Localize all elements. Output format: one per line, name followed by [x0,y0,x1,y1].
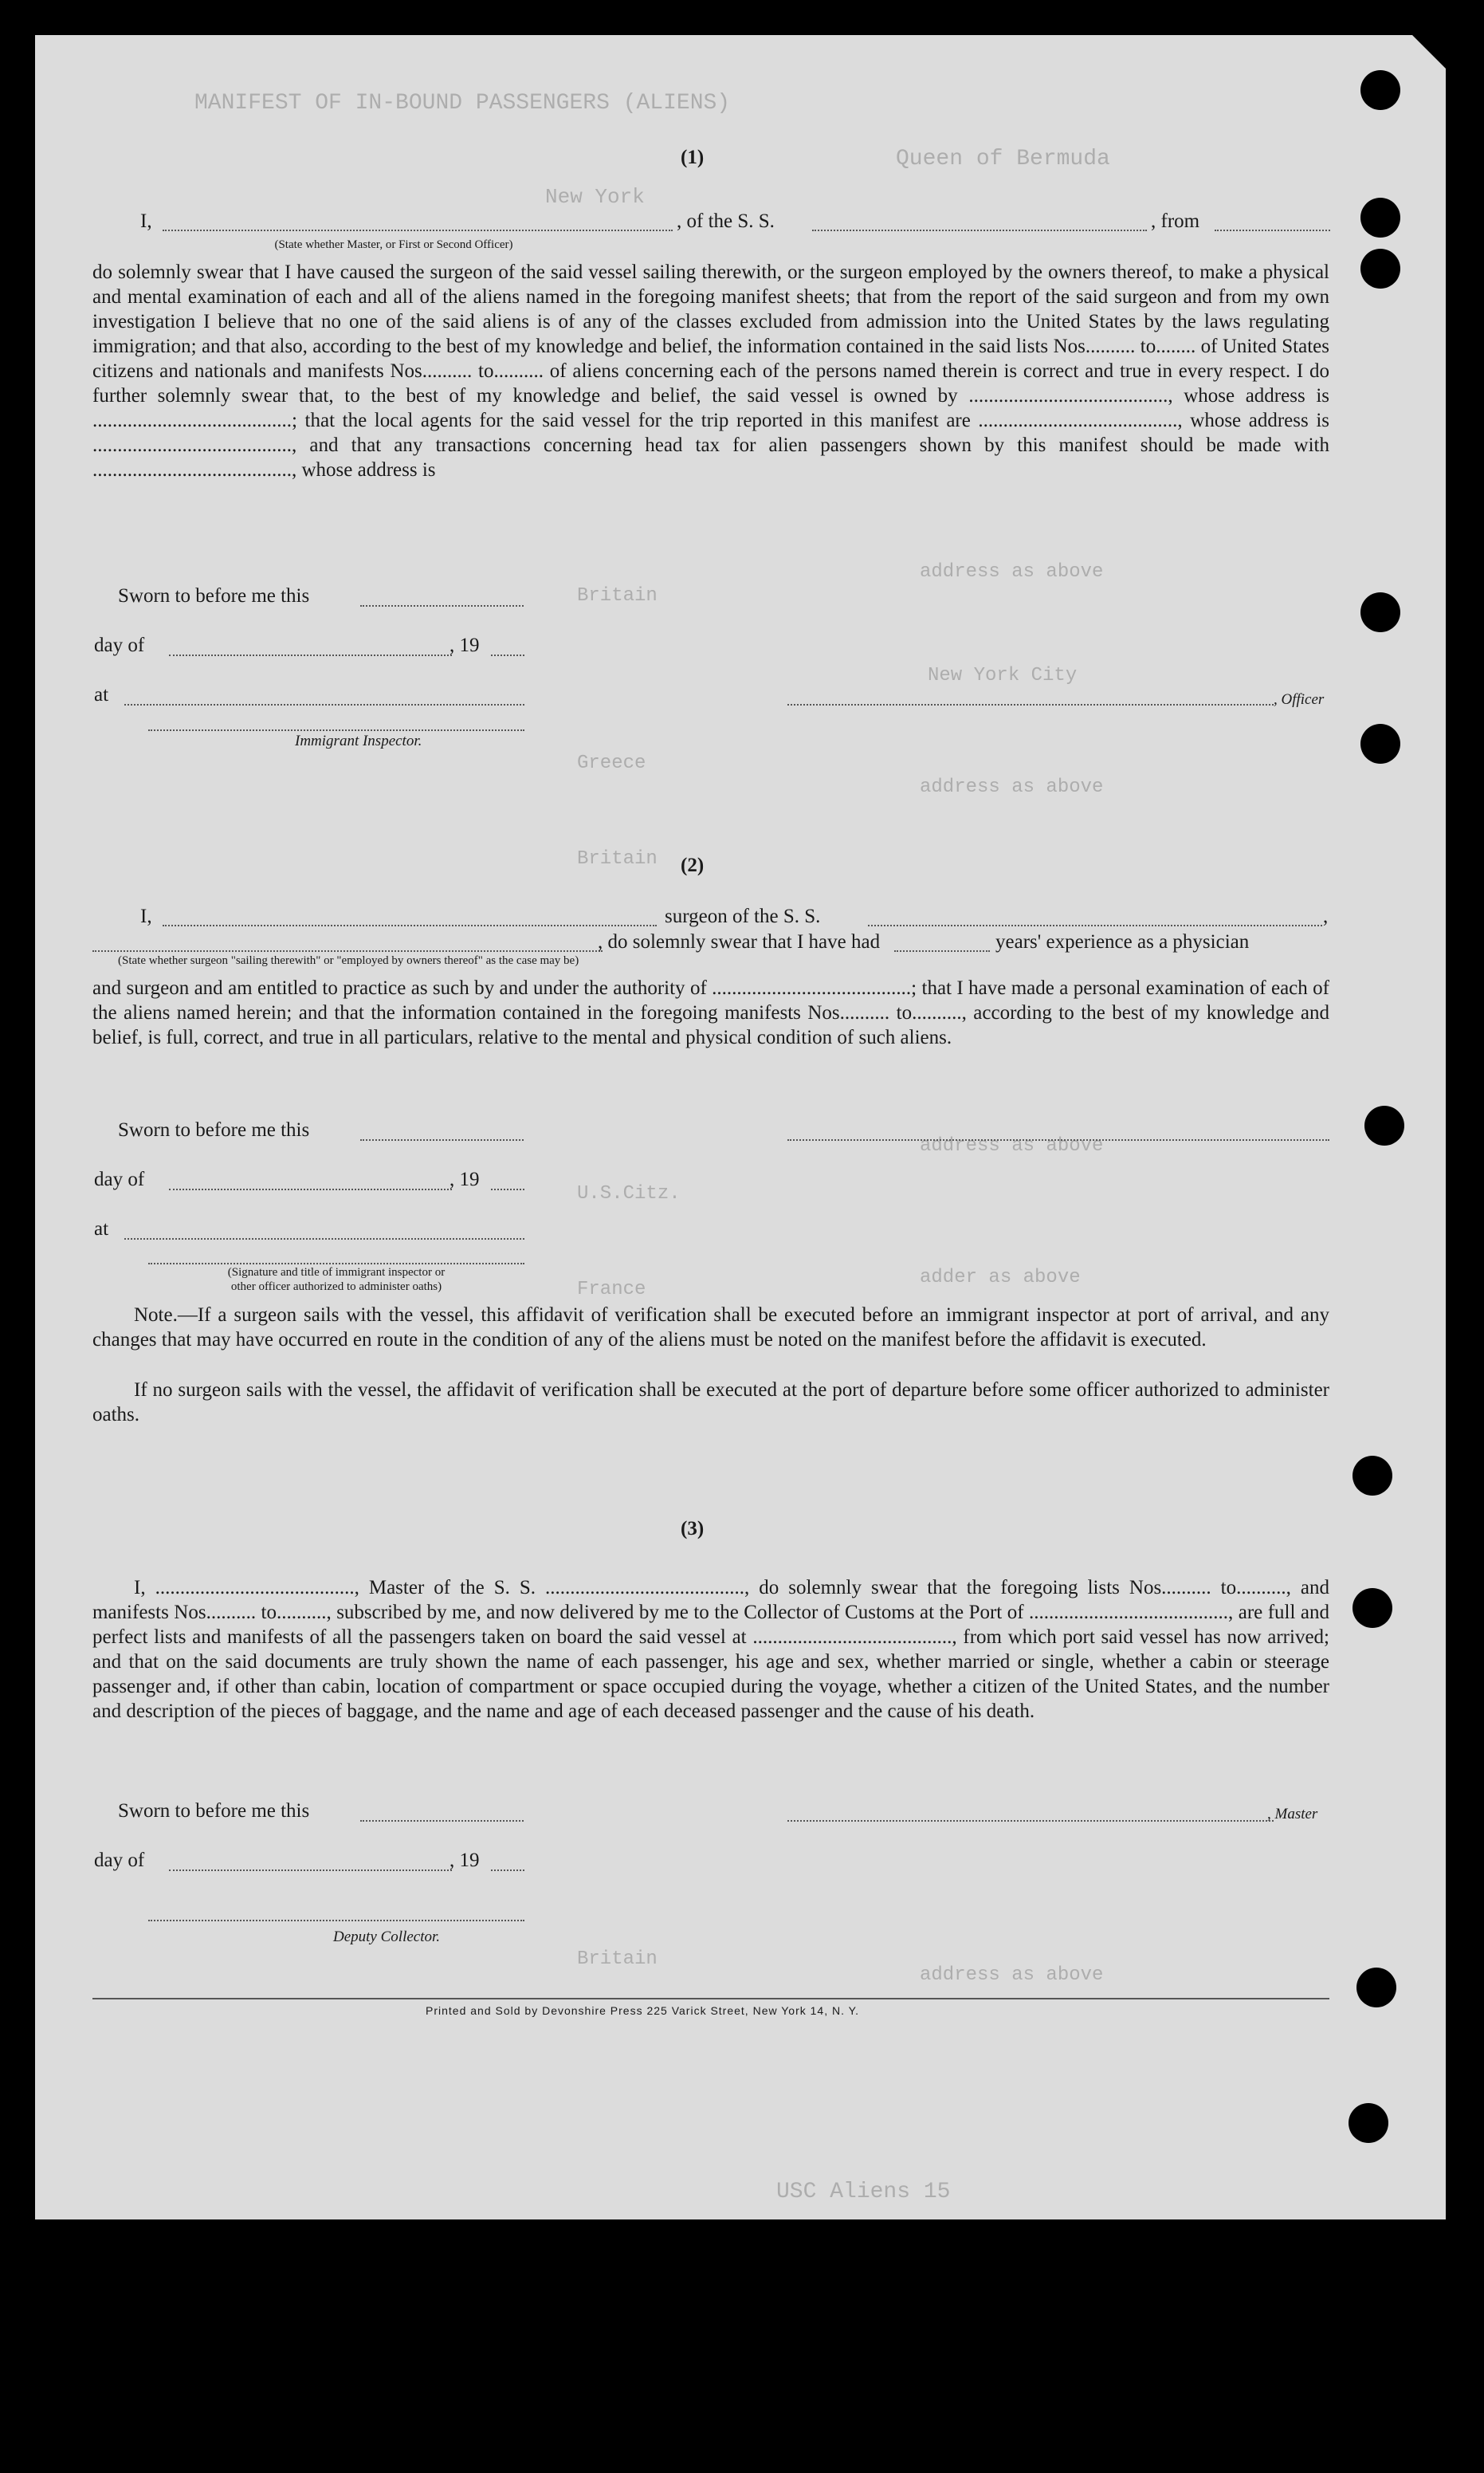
s2-signature-note-2: other officer authorized to administer oaths) [230,1280,442,1293]
s1-sworn-blank[interactable] [360,605,524,607]
s1-day-blank[interactable] [169,655,452,656]
s2-note-1: Note.—If a surgeon sails with the vessel, this affidavit of verification shall be executed before an immigrant inspector at port of arrival, and any changes that may have occurred en route in the condition of any of the aliens must be noted on the manifest before the affidavit is executed. [92,1304,1329,1351]
s2-sworn: Sworn to before me this [118,1119,310,1141]
manifest-page [35,35,1446,2219]
printer-footer: Printed and Sold by Devonshire Press 225 Varick Street, New York 14, N. Y. [426,2004,860,2017]
s1-sworn: Sworn to before me this [118,585,310,607]
s3-deputy-label: Deputy Collector. [333,1928,441,1945]
s2-sworn-blank[interactable] [360,1139,524,1141]
s2-day-blank[interactable] [169,1189,452,1190]
s1-officer-blank[interactable] [787,704,1274,706]
s1-at-blank[interactable] [124,704,524,706]
s3-year: , 19 [450,1850,480,1871]
bleed-addr-2: New York City [928,665,1078,686]
bleed-col-3: Britain [577,848,658,870]
s2-vessel-blank[interactable] [868,925,1322,926]
binder-hole [1352,1456,1392,1496]
bleed-addr-3: address as above [920,776,1104,798]
binder-hole [1360,724,1400,764]
bleed-addr-5: adder as above [920,1267,1081,1288]
s3-master-label: , Master [1267,1806,1318,1822]
s2-surgeon-note: (State whether surgeon "sailing therewith" or "employed by owners thereof" as the case may be) [118,954,579,967]
s2-oath-paragraph: and surgeon and am entitled to practice as such by and under the authority of ........................................; that I have made a personal examination of each of the aliens named herein; and that the information contained in the foregoing manifests Nos.......... to.........., according to the best of my knowledge and belief, is full, correct, and true in all particulars, relative to the mental and physical condition of such aliens. [92,977,1329,1048]
binder-hole [1356,1968,1396,2007]
s2-year: , 19 [450,1169,480,1190]
bleed-col-2: Greece [577,753,646,774]
s3-day-of: day of [94,1850,145,1871]
s2-surgeon-blank[interactable] [92,950,603,952]
bleed-ny: New York [545,185,645,209]
s2-years-blank[interactable] [894,950,990,952]
bleed-addr-1: address as above [920,561,1104,583]
bleed-col-1: Britain [577,585,658,607]
s1-vessel-blank[interactable] [812,230,1147,231]
binder-hole [1352,1588,1392,1628]
s3-deputy-blank[interactable] [148,1920,524,1921]
s2-sign-blank[interactable] [787,1139,1329,1141]
section-2-number: (2) [681,855,705,876]
bleed-ship: Queen of Bermuda [896,147,1110,171]
s2-signature-note-1: (Signature and title of immigrant inspector or [227,1266,446,1279]
s1-line-of-ss: , of the S. S. [677,210,775,232]
section-3-number: (3) [681,1518,705,1539]
s2-signature-blank[interactable] [148,1263,524,1264]
s1-at: at [94,684,109,706]
s3-master-blank[interactable] [787,1820,1274,1822]
binder-hole [1360,592,1400,632]
s1-from-blank[interactable] [1215,230,1330,231]
s1-name-blank[interactable] [163,230,673,231]
s1-inspector-label: Immigrant Inspector. [295,733,422,749]
s2-surgeon-of: surgeon of the S. S. [665,906,821,927]
s2-line-i: I, [140,906,152,927]
s1-officer-label: , Officer [1274,691,1325,708]
binder-hole [1364,1106,1404,1146]
s2-day-of: day of [94,1169,145,1190]
bleed-col-6: Britain [577,1948,658,1970]
binder-hole [1360,70,1400,110]
binder-hole [1360,198,1400,238]
s3-sworn: Sworn to before me this [118,1800,310,1822]
s1-year: , 19 [450,635,480,656]
bleed-col-4: U.S.Citz. [577,1183,681,1205]
bleed-addr-4: address as above [920,1135,1104,1157]
s3-oath-paragraph: I, ........................................, Master of the S. S. ........................................, do solemnly swear that the foregoing lists Nos.......... to.........., and manifests Nos.......... to.........., subscribed by me, and now delivered by me to the Collector of Customs at the Port of ........................................, are full and perfect lists and manifests of all the passengers taken on board the said vessel at ........................................, from which port said vessel has now arrived; and that on the said documents are truly shown the name of each passenger, his age and sex, whether married or single, whether a cabin or steerage passenger and, if other than cabin, location of compartment or space occupied during the voyage, whether a citizen of the United States, and the number and description of the pieces of baggage, and the name and age of each deceased passenger and the cause of his death. [92,1577,1329,1722]
s2-note-2: If no surgeon sails with the vessel, the affidavit of verification shall be executed at the port of departure before some officer authorized to administer oaths. [92,1379,1329,1425]
s2-name-blank[interactable] [163,925,657,926]
binder-hole [1360,249,1400,289]
section-1-number: (1) [681,147,705,168]
s1-line-from: , from [1151,210,1200,232]
s1-line-i: I, [140,210,152,232]
bleed-bottom: USC Aliens 15 [776,2180,951,2204]
s2-line2b: years' experience as a physician [995,931,1250,953]
s1-oath-paragraph: do solemnly swear that I have caused the surgeon of the said vessel sailing therewith, or the surgeon employed by the owners thereof, to make a physical and mental examination of each and all of the aliens named in the foregoing manifest sheets; that from the report of the said surgeon and from my own investigation I believe that no one of the said aliens is of any of the classes excluded from admission into the United States by the laws regulating immigration; and that also, according to the best of my knowledge and belief, the information contained in the said lists Nos.......... to........ of United States citizens and nationals and manifests Nos.......... to.......... of aliens concerning each of the persons named therein is correct and true in every respect. I do further solemnly swear that, to the best of my knowledge and belief, the said vessel is owned by ........................................, whose address is ........................................; that the local agents for the said vessel for the trip reported in this manifest are ........................................, whose address is ........................................, and that any transactions concerning head tax for alien passengers shown by this manifest should be made with ........................................, whose address is [92,261,1329,481]
s2-line2: , do solemnly swear that I have had [598,931,881,953]
s2-at: at [94,1218,109,1240]
bleed-col-5: France [577,1279,646,1300]
binder-hole [1349,2103,1388,2143]
s3-day-blank[interactable] [169,1869,452,1871]
s2-at-blank[interactable] [124,1238,524,1240]
s2-year-blank[interactable] [491,1189,524,1190]
s1-year-blank[interactable] [491,655,524,656]
footer-rule [92,1998,1329,1999]
s3-sworn-blank[interactable] [360,1820,524,1822]
s2-comma: , [1323,906,1329,927]
s3-year-blank[interactable] [491,1869,524,1871]
bleed-title: MANIFEST OF IN-BOUND PASSENGERS (ALIENS) [194,91,731,116]
s1-officer-note: (State whether Master, or First or Second Officer) [274,238,513,251]
bleed-addr-6: address as above [920,1964,1104,1986]
s1-day-of: day of [94,635,145,656]
